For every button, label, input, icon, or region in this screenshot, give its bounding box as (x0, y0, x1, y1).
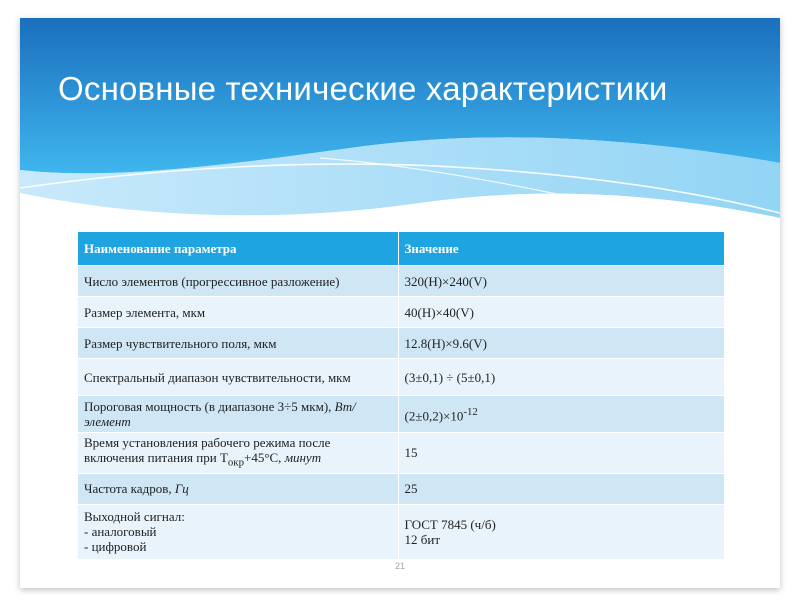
slide-header (20, 18, 780, 238)
table-row (78, 328, 724, 359)
value-cell: 40(H)×40(V) (398, 297, 724, 328)
value-base: (2±0,2)×10 (404, 408, 464, 424)
param-cell: Спектральный диапазон чувствительности, мкм (78, 359, 398, 396)
value-cell: 12.8(H)×9.6(V) (398, 328, 724, 359)
param-unit: минут (284, 450, 322, 465)
param-subscript: окр (227, 456, 244, 469)
param-unit: Гц (174, 481, 189, 497)
param-cell: Размер элемента, мкм (78, 297, 398, 328)
value-cell (398, 396, 724, 433)
param-unit: Вт/элемент (84, 399, 356, 429)
param-text: Пороговая мощность (в диапазоне 3÷5 мкм), (84, 399, 335, 414)
param-cell (78, 473, 398, 504)
table-row (78, 504, 724, 559)
param-cell (78, 396, 398, 433)
column-header-parameter: Наименование параметра (78, 232, 398, 266)
table-row (78, 359, 724, 396)
header-wave-background (20, 18, 780, 238)
param-cell (78, 433, 398, 474)
table-row (78, 266, 724, 297)
value-cell: 25 (398, 473, 724, 504)
value-exponent: -12 (463, 405, 478, 418)
param-cell: Размер чувствительного поля, мкм (78, 328, 398, 359)
value-cell: (3±0,1) ÷ (5±0,1) (398, 359, 724, 396)
table-row (78, 297, 724, 328)
specs-table (78, 232, 725, 559)
value-cell: 320(H)×240(V) (398, 266, 724, 297)
param-cell: Число элементов (прогрессивное разложение) (78, 266, 398, 297)
column-header-value: Значение (398, 232, 724, 266)
page-number: 21 (395, 561, 406, 571)
param-text: Частота кадров, (84, 481, 175, 497)
param-tail: +45°C, (243, 450, 285, 465)
table-row (78, 433, 724, 474)
slide (20, 18, 780, 588)
value-cell: ГОСТ 7845 (ч/б) 12 бит (398, 504, 724, 559)
param-cell: Выходной сигнал: - аналоговый - цифровой (78, 504, 398, 559)
value-cell: 15 (398, 433, 724, 474)
table-header-row (78, 232, 724, 266)
param-text: Время установления рабочего режима после включения питания при T (84, 435, 331, 465)
slide-title: Основные технические характеристики (58, 70, 668, 107)
table-row (78, 396, 724, 433)
table-row (78, 473, 724, 504)
